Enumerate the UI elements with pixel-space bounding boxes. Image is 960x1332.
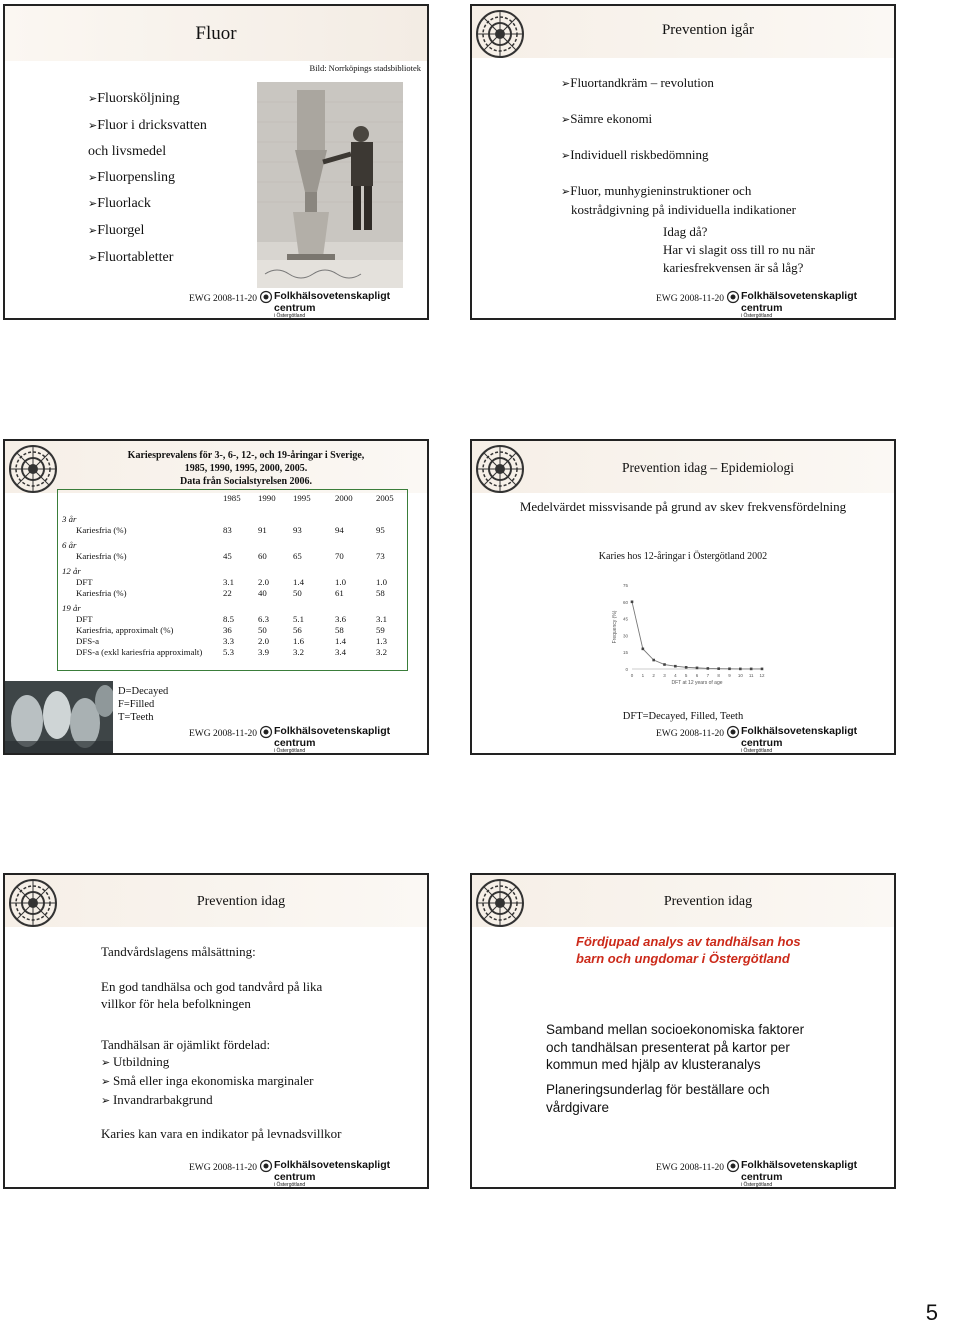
question-line: Har vi slagit oss till ro nu när xyxy=(663,242,816,257)
year-header: 2005 xyxy=(376,493,394,503)
footer-date: EWG 2008-11-20 xyxy=(656,294,724,304)
table-row: DFS-a 3.3 2.0 1.6 1.4 1.3 xyxy=(76,636,387,646)
question-line: Idag då? xyxy=(663,224,708,239)
slide-epidemiologi xyxy=(470,439,896,755)
org-logo: Folkhälsovetenskapligt centrum i Östergötland xyxy=(260,290,427,319)
x-tick-label: 11 xyxy=(748,673,754,678)
slide-title: Kariesprevalens för 3-, 6-, 12-, och 19-åringar i Sverige, 1985, 1990, 1995, 2000, 2005. Data från Socialstyrelsen 2006. xyxy=(127,450,365,487)
data-point xyxy=(652,659,655,662)
table-row: DFT 8.5 6.3 5.1 3.6 3.1 xyxy=(76,614,387,624)
chart-caption: Karies hos 12-åringar i Östergötland 2002 xyxy=(598,551,768,562)
y-tick-label: 15 xyxy=(622,650,628,656)
data-point xyxy=(707,667,710,670)
x-tick-label: 6 xyxy=(695,673,699,678)
data-point xyxy=(750,668,753,671)
legend-item: F=Filled xyxy=(118,699,155,710)
y-axis-label: Frequency (%) xyxy=(612,610,618,644)
prevalence-table xyxy=(62,493,398,658)
slide-title: Prevention idag xyxy=(663,894,753,909)
age-group: 3 år xyxy=(62,514,77,524)
slide-prevention-igar xyxy=(470,4,896,320)
age-group: 19 år xyxy=(62,603,81,613)
paragraph-2: Planeringsunderlag för beställare och vårdgivare xyxy=(546,1082,770,1115)
list-item: ➢Fluorpensling xyxy=(88,169,175,185)
goal-heading: Tandvårdslagens målsättning: xyxy=(101,944,256,959)
x-tick-label: 10 xyxy=(737,673,743,678)
table-row: DFT 3.1 2.0 1.4 1.0 1.0 xyxy=(76,577,387,587)
list-item: ➢ Utbildning xyxy=(101,1054,170,1069)
logo-icon xyxy=(260,290,274,304)
uneven-section xyxy=(101,1036,313,1110)
slide-prevention-idag-2 xyxy=(470,873,896,1189)
list-item: ➢Fluorsköljning xyxy=(88,91,180,106)
list-item: ➢Fluor i dricksvatten xyxy=(88,117,207,133)
list-item-continued: kostrådgivning på individuella indikationer xyxy=(571,202,796,217)
slide-kariesprevalens xyxy=(3,439,429,755)
x-tick-label: 1 xyxy=(641,673,645,678)
list-item: ➢Individuell riskbedömning xyxy=(561,147,709,162)
x-tick-label: 5 xyxy=(684,673,688,678)
slide-title: Fluor xyxy=(195,23,237,44)
list-item: ➢Sämre ekonomi xyxy=(561,111,653,126)
x-axis-label: DFT at 12 years of age xyxy=(671,680,723,686)
slide-fluor xyxy=(3,4,429,320)
year-header: 2000 xyxy=(335,493,353,503)
page-number: 5 xyxy=(925,1300,938,1325)
org-logo: Folkhälsovetenskapligt centrum i Östergötland xyxy=(727,1159,894,1188)
table-row: DFS-a (exkl kariesfria approximalt) 5.3 3.9 3.2 3.4 3.2 xyxy=(76,647,387,657)
slide-footer xyxy=(5,1159,427,1188)
list-item: ➢Fluorlack xyxy=(88,196,151,212)
emblem-icon xyxy=(475,878,525,928)
x-tick-label: 12 xyxy=(759,673,765,678)
x-tick-label: 8 xyxy=(717,673,720,678)
age-group: 12 år xyxy=(62,566,81,576)
y-tick-label: 45 xyxy=(622,616,628,622)
x-tick-label: 0 xyxy=(630,673,634,678)
legend-item: T=Teeth xyxy=(118,712,154,723)
list-item: ➢Fluor, munhygieninstruktioner och xyxy=(561,183,752,198)
y-tick-label: 75 xyxy=(622,583,628,588)
x-tick-label: 4 xyxy=(674,673,677,678)
age-group: 6 år xyxy=(62,540,77,550)
logo-icon xyxy=(260,725,274,739)
x-tick-label: 9 xyxy=(728,673,731,678)
footer-date: EWG 2008-11-20 xyxy=(189,1163,257,1173)
footer-date: EWG 2008-11-20 xyxy=(189,729,257,739)
fluor-list xyxy=(88,86,207,271)
year-header: 1990 xyxy=(258,493,276,503)
logo-icon xyxy=(727,290,741,304)
x-tick-label: 7 xyxy=(706,673,710,678)
emblem-icon xyxy=(475,444,525,494)
org-logo: Folkhälsovetenskapligt centrum i Östergötland xyxy=(260,725,427,754)
data-point xyxy=(674,665,677,668)
data-point xyxy=(631,601,634,604)
slide-subtitle: Medelvärdet missvisande på grund av skev frekvensfördelning xyxy=(519,499,847,514)
dft-frequency-chart xyxy=(610,579,770,697)
historical-photo xyxy=(257,82,403,288)
slide-title: Prevention idag – Epidemiologi xyxy=(621,460,795,475)
data-point xyxy=(642,648,645,651)
org-logo: Folkhälsovetenskapligt centrum i Östergötland xyxy=(727,725,894,754)
list-item: ➢ Små eller inga ekonomiska marginaler xyxy=(101,1073,314,1088)
data-point xyxy=(663,663,666,666)
table-row: Kariesfria (%) 83 91 93 94 95 xyxy=(76,525,385,535)
logo-icon xyxy=(727,725,741,739)
y-tick-label: 60 xyxy=(622,599,628,605)
data-point xyxy=(761,668,764,671)
emblem-icon xyxy=(8,878,58,928)
data-point xyxy=(717,667,720,670)
question-line: kariesfrekvensen är så låg? xyxy=(663,260,804,275)
slide-footer xyxy=(5,290,427,319)
data-point xyxy=(739,668,742,671)
footer-date: EWG 2008-11-20 xyxy=(656,1163,724,1173)
list-item: och livsmedel xyxy=(88,144,167,160)
slide-footer xyxy=(472,725,894,754)
y-tick-label: 30 xyxy=(622,633,628,639)
table-row: Kariesfria, approximalt (%) 36 50 56 58 59 xyxy=(76,625,385,635)
paragraph-1: Samband mellan socioekonomiska faktorer och tandhälsan presenterat på kartor per kommun med hjälp av klusteranalys xyxy=(546,1022,805,1072)
slide-title: Prevention idag xyxy=(196,894,286,909)
abbreviation-legend xyxy=(118,685,168,724)
closing-text: Karies kan vara en indikator på levnadsvillkor xyxy=(101,1126,342,1141)
y-tick-label: 0 xyxy=(625,667,628,672)
table-row: Kariesfria (%) 45 60 65 70 73 xyxy=(76,551,385,561)
slide-prevention-idag-1 xyxy=(3,873,429,1189)
prevention-list xyxy=(561,74,796,218)
x-tick-label: 3 xyxy=(663,673,666,678)
slide-footer xyxy=(5,725,427,754)
dft-note: DFT=Decayed, Filled, Teeth xyxy=(622,711,744,722)
emblem-icon xyxy=(475,9,525,59)
year-header: 1995 xyxy=(293,493,311,503)
list-item: ➢Fluorgel xyxy=(88,222,145,238)
list-item: ➢Fluortandkräm – revolution xyxy=(561,75,714,90)
logo-icon xyxy=(260,1159,274,1173)
goal-text: En god tandhälsa och god tandvård på lika villkor för hela befolkningen xyxy=(101,979,323,1011)
year-header: 1985 xyxy=(223,493,241,503)
image-credit: Bild: Norrköpings stadsbibliotek xyxy=(309,63,421,73)
series-line xyxy=(632,602,762,669)
footer-date: EWG 2008-11-20 xyxy=(189,294,257,304)
x-tick-label: 2 xyxy=(652,673,655,678)
legend-item: D=Decayed xyxy=(118,686,169,697)
slide-footer xyxy=(472,1159,894,1188)
question-block xyxy=(663,223,815,277)
data-point xyxy=(685,666,688,669)
org-logo: Folkhälsovetenskapligt centrum i Östergötland xyxy=(727,290,894,319)
data-point xyxy=(728,667,731,670)
table-row: Kariesfria (%) 22 40 50 61 58 xyxy=(76,588,385,598)
list-item: ➢Fluortabletter xyxy=(88,249,174,265)
footer-date: EWG 2008-11-20 xyxy=(656,729,724,739)
uneven-heading: Tandhälsan är ojämlikt fördelad: xyxy=(101,1037,271,1052)
emblem-icon xyxy=(8,444,58,494)
slide-footer xyxy=(472,290,894,319)
list-item: ➢ Invandrarbakgrund xyxy=(101,1092,213,1107)
org-logo: Folkhälsovetenskapligt centrum i Östergötland xyxy=(260,1159,427,1188)
slide-title: Prevention igår xyxy=(661,22,755,38)
logo-icon xyxy=(727,1159,741,1173)
red-heading: Fördjupad analys av tandhälsan hos barn och ungdomar i Östergötland xyxy=(576,934,801,966)
data-point xyxy=(696,667,699,670)
